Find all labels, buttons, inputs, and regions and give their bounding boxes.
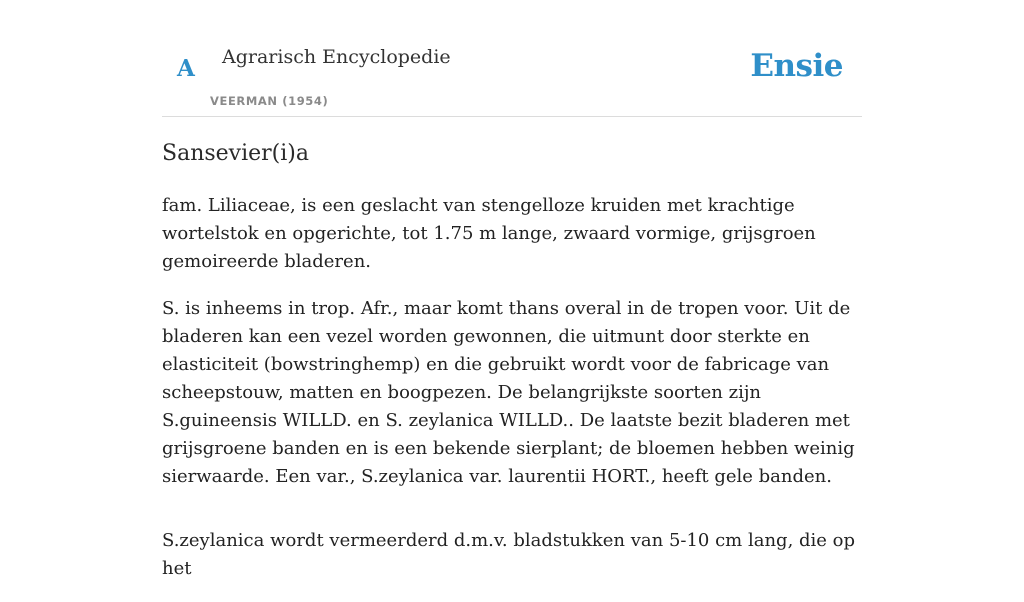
article-paragraph: fam. Liliaceae, is een geslacht van stengelloze kruiden met krachtige wortelstok en opgerichte, tot 1.75 m lange, zwaard vormige, grijsgroen gemoireerde bladeren. [162, 195, 816, 272]
article [162, 138, 862, 602]
book-title-link[interactable]: Agrarisch Encyclopedie [222, 46, 451, 68]
ensie-logo-link[interactable]: Ensie [750, 48, 843, 84]
article-paragraph: S.zeylanica wordt vermeerderd d.m.v. bladstukken van 5-10 cm lang, die op het [162, 530, 856, 579]
index-letter-link[interactable]: A [177, 55, 195, 82]
article-title: Sansevier(i)a [162, 141, 309, 166]
book-author: VEERMAN (1954) [210, 94, 329, 108]
header [162, 0, 862, 117]
article-paragraph: S. is inheems in trop. Afr., maar komt thans overal in de tropen voor. Uit de bladeren kan een vezel worden gewonnen, die uitmunt door sterkte en elasticiteit (bowstringhemp) en die gebruikt wordt voor de fabricage van scheepstouw, matten en boogpezen. De belangrijkste soorten zijn S.guineensis WILLD. en S. zeylanica WILLD.. De laatste bezit bladeren met grijsgroene banden en is een bekende sierplant; de bloemen hebben weinig sierwaarde. Een var., S.zeylanica var. laurentii HORT., heeft gele banden. [162, 298, 855, 487]
